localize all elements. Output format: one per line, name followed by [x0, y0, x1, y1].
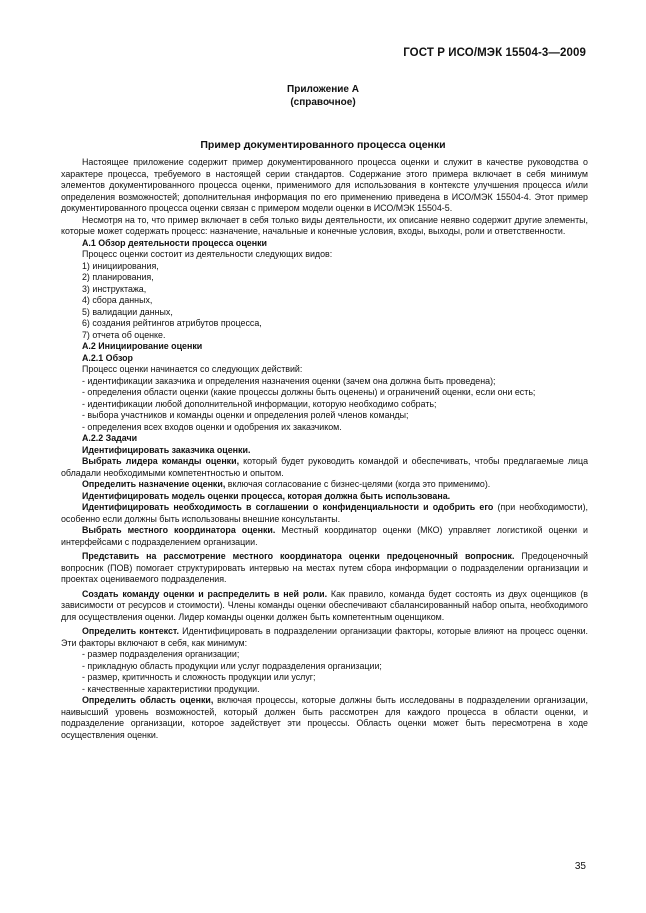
task-lead: Выбрать лидера команды оценки, — [82, 456, 240, 466]
task-lead: Определить область оценки, — [82, 695, 214, 705]
section-a1-text: Процесс оценки состоит из деятельности следующих видов: — [82, 249, 333, 259]
page-number: 35 — [574, 861, 586, 872]
document-body — [61, 157, 588, 741]
task-questionnaire — [61, 551, 588, 586]
document-header: ГОСТ Р ИСО/МЭК 15504-3—2009 — [403, 47, 586, 59]
task-lead: Выбрать местного координатора оценки. — [82, 525, 276, 535]
list-item: - качественные характеристики продукции. — [82, 683, 260, 694]
task-lead: Определить контекст. — [82, 626, 179, 636]
annex-heading — [0, 83, 646, 109]
list-item: 4) сбора данных, — [82, 295, 153, 305]
task-lead: Представить на рассмотрение местного координатора оценки предоценочный вопросник. — [82, 551, 515, 561]
task-body: (при необходимости), особенно если должны быть использованы внешние консультанты. — [61, 502, 588, 524]
annex-subtitle: (справочное) — [290, 97, 356, 108]
task-body: Местный координатор оценки (МКО) управляет логистикой оценки и интерфейсами с подразделением организации. — [61, 525, 588, 547]
intro-paragraph-1: Настоящее приложение содержит пример документированного процесса оценки и служит в качестве руководства о характере процесса, требуемого в настоящей серии стандартов. Содержание этого примера включает в себя минимум элементов документированного процесса оценки, применимого для использования в контексте улучшения процесса и/или определения возможностей; дополнительная информация по его применению приведена в ИСО/МЭК 15504-4. Этот пример документированного процесса оценки связан с примером модели оценки в ИСО/МЭК 15504-5. — [61, 157, 588, 213]
list-item: 2) планирования, — [82, 272, 154, 282]
list-item: - идентификации любой дополнительной информации, которую необходимо собрать; — [82, 398, 437, 409]
task-body: Идентифицировать в подразделении организации факторы, которые влияют на процесс оценки. Эти факторы включают в себя, как минимум: — [61, 626, 589, 648]
list-item: - прикладную область продукции или услуг подразделения организации; — [82, 660, 382, 671]
section-a1-heading: А.1 Обзор деятельности процесса оценки — [82, 237, 267, 248]
task-lead: Определить назначение оценки, — [82, 479, 226, 489]
task-define-purpose — [61, 479, 588, 491]
task-body: включая процессы, которые должны быть исследованы в подразделении организации, наивысший уровень возможностей, который должен быть рассмотрен для каждого процесса в области оценки, и подразделение организации, которое задействует эти процессы. Область оценки может быть пересмотрена в ходе осуществления оценки. — [61, 695, 588, 740]
task-body: включая согласование с бизнес-целями (когда это применимо). — [225, 479, 491, 489]
annex-title: Приложение А — [287, 84, 359, 95]
task-create-team — [61, 589, 588, 624]
task-body: который будет руководить командой и обеспечивать, чтобы предлагаемые лица обладали необходимыми компетентностью и опытом. — [61, 456, 588, 478]
list-item: - размер, критичность и сложность продукции или услуг; — [82, 672, 316, 682]
task-identify-model: Идентифицировать модель оценки процесса, которая должна быть использована. — [82, 490, 451, 501]
task-define-context — [61, 626, 588, 649]
task-select-team-lead — [61, 456, 588, 479]
list-item: 1) инициирования, — [82, 260, 159, 271]
task-confidentiality — [61, 502, 588, 525]
section-a21-text: Процесс оценки начинается со следующих действий: — [82, 364, 303, 374]
list-item: - размер подразделения организации; — [82, 649, 240, 659]
list-item: - выбора участников и команды оценки и определения ролей членов команды; — [82, 410, 409, 420]
task-lead: Создать команду оценки и распределить в ней роли. — [82, 588, 328, 599]
task-body: Как правило, команда будет состоять из двух оценщиков (в зависимости от ресурсов и стоимости). Члены команды оценки обеспечивают сбалансированный набор опыта, необходимого для осуществления оценки. Лидер команды оценки должен быть компетентным оценщиком. — [61, 588, 588, 622]
list-item: 7) отчета об оценке. — [82, 329, 166, 340]
task-select-coordinator — [61, 525, 588, 548]
section-a21-heading: А.2.1 Обзор — [82, 352, 133, 363]
list-item: 5) валидации данных, — [82, 306, 173, 317]
intro-paragraph-2: Несмотря на то, что пример включает в себя только виды деятельности, их описание неявно содержит другие элементы, которые может содержать процесс: назначение, начальные и конечные условия, входы, выходы, роли и ответственности. — [61, 214, 588, 236]
task-body: Предоценочный вопросник (ПОВ) помогает структурировать интервью на местах путем сбора информации о подразделении организации и проектах оцениваемого подразделения. — [61, 551, 589, 584]
list-item: - определения области оценки (какие процессы должны быть оценены) и ограничений оценки, если они есть; — [82, 387, 536, 397]
section-a2-heading: А.2 Инициирование оценки — [82, 341, 203, 351]
task-identify-sponsor: Идентифицировать заказчика оценки. — [82, 444, 251, 455]
document-title: Пример документированного процесса оценки — [200, 139, 446, 151]
section-a22-heading: А.2.2 Задачи — [82, 433, 138, 443]
list-item: 6) создания рейтингов атрибутов процесса, — [82, 318, 262, 328]
list-item: 3) инструктажа, — [82, 283, 147, 294]
task-lead: Идентифицировать необходимость в соглашении о конфиденциальности и одобрить его — [82, 502, 494, 512]
list-item: - идентификации заказчика и определения назначения оценки (зачем она должна быть проведена); — [82, 375, 496, 386]
list-item: - определения всех входов оценки и одобрения их заказчиком. — [82, 421, 342, 432]
task-define-scope — [61, 695, 588, 741]
